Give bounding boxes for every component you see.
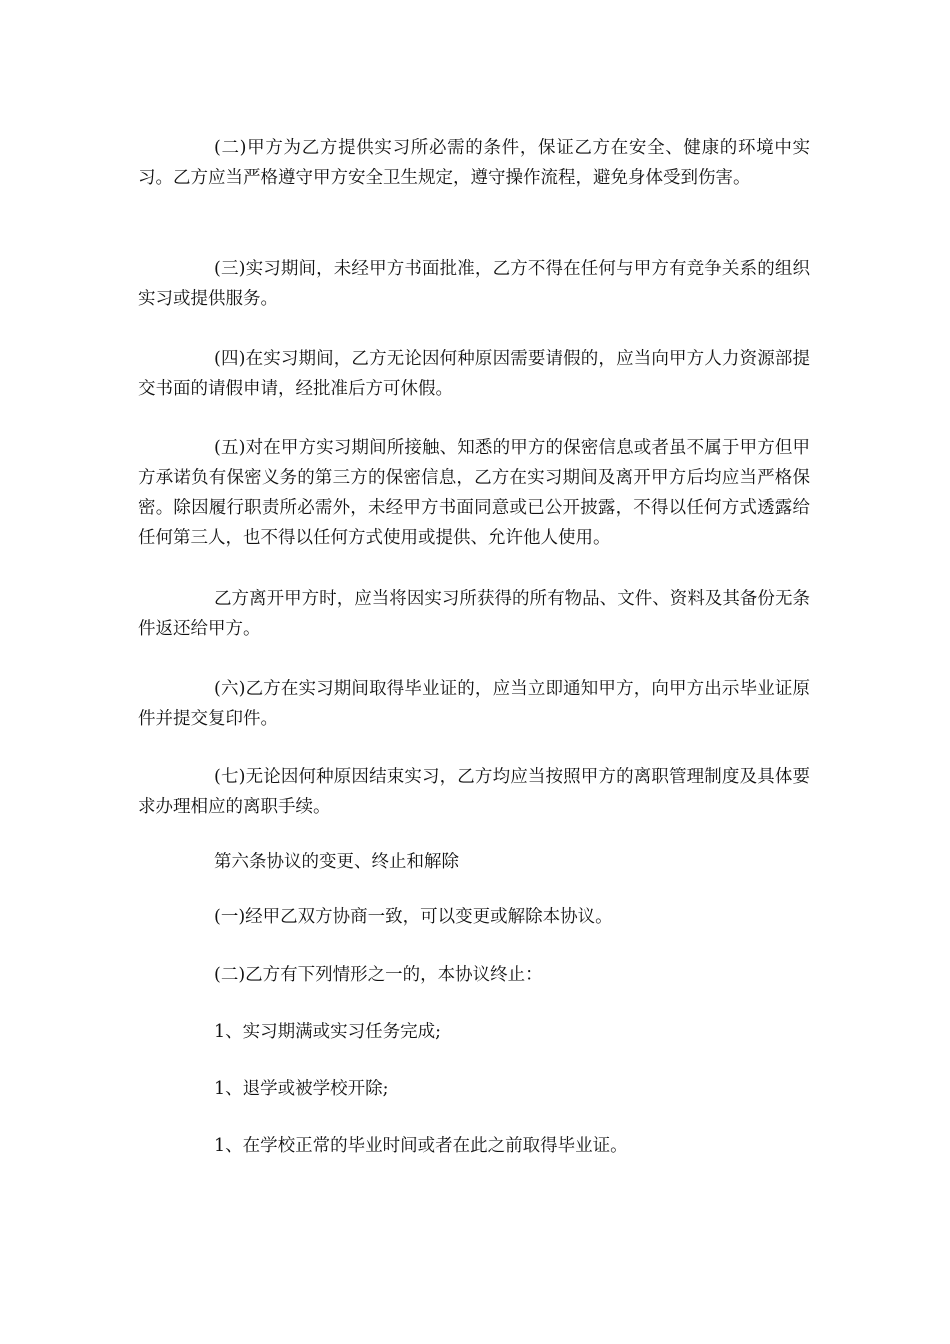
list-item-3: 1、在学校正常的毕业时间或者在此之前取得毕业证。: [214, 1136, 628, 1156]
list-item-2: 1、退学或被学校开除;: [214, 1079, 389, 1099]
paragraph-7: (七)无论因何种原因结束实习，乙方均应当按照甲方的离职管理制度及具体要求办理相应的离职手续。: [138, 767, 810, 817]
clause-1: (一)经甲乙双方协商一致，可以变更或解除本协议。: [214, 907, 613, 927]
clause-2: (二)乙方有下列情形之一的，本协议终止：: [214, 965, 543, 985]
paragraph-5: (五)对在甲方实习期间所接触、知悉的甲方的保密信息或者虽不属于甲方但甲方承诺负有保密义务的第三方的保密信息，乙方在实习期间及离开甲方后均应当严格保密。除因履行职责所必需外，未经甲方书面同意或已公开披露，不得以任何方式透露给任何第三人，也不得以任何方式使用或提供、允许他人使用。: [138, 438, 810, 548]
paragraph-4: (四)在实习期间，乙方无论因何种原因需要请假的，应当向甲方人力资源部提交书面的请假申请，经批准后方可休假。: [138, 349, 810, 399]
paragraph-6: (六)乙方在实习期间取得毕业证的，应当立即通知甲方，向甲方出示毕业证原件并提交复印件。: [138, 679, 810, 729]
paragraph-return-items: 乙方离开甲方时，应当将因实习所获得的所有物品、文件、资料及其备份无条件返还给甲方。: [138, 589, 810, 639]
paragraph-3: (三)实习期间，未经甲方书面批准，乙方不得在任何与甲方有竞争关系的组织实习或提供服务。: [138, 259, 810, 309]
section-heading-article-6: 第六条协议的变更、终止和解除: [214, 852, 459, 872]
list-item-1: 1、实习期满或实习任务完成;: [214, 1022, 442, 1042]
paragraph-2: (二)甲方为乙方提供实习所必需的条件，保证乙方在安全、健康的环境中实习。乙方应当严格遵守甲方安全卫生规定，遵守操作流程，避免身体受到伤害。: [138, 138, 810, 188]
